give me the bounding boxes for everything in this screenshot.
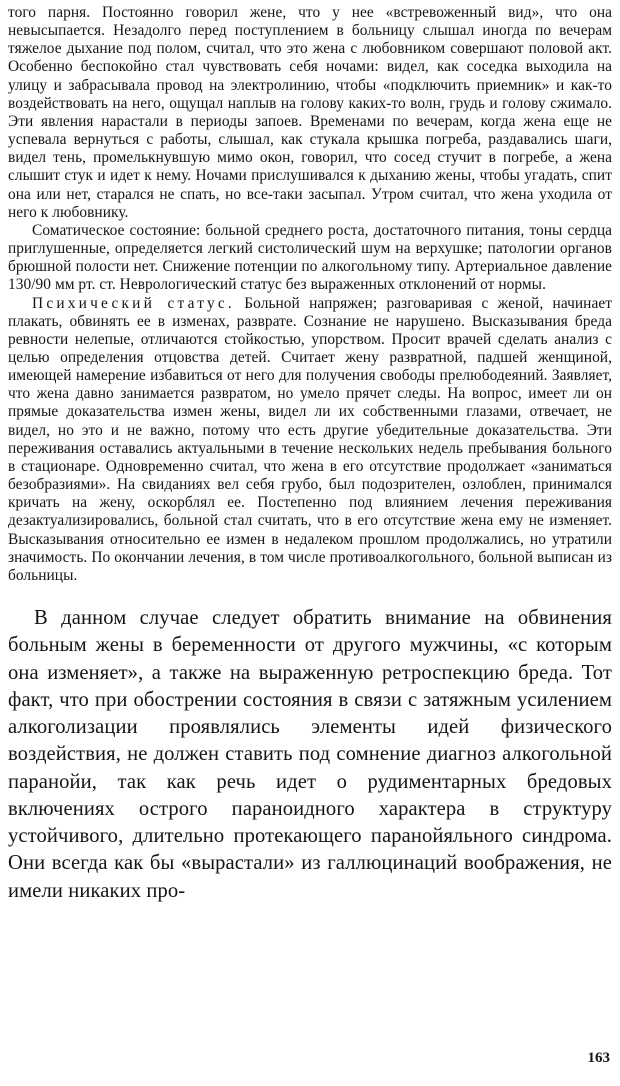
commentary-paragraph: В данном случае следует обратить внимание на обвинения больным жены в беременности от другого мужчины, «с которым она изменяет», а также на выраженную ретроспекцию бреда. Тот факт, что при обострении состояния в связи с затяжным усилением алкоголизации проявлялись элементы идей физического воздействия, не должен ставить под сомнение диагноз алкогольной паранойи, так как речь идет о рудиментарных бредовых включениях острого параноидного характера в структуру устойчивого, длительно протекающего паранойяльного синдрома. Они всегда как бы «вырастали» из галлюцинаций воображения, не имели никаких про- — [8, 607, 612, 902]
mental-status-paragraph — [8, 295, 612, 586]
mental-status-body: Больной напряжен; разговаривая с женой, начинает плакать, обвинять ее в изменах, разврате. Сознание не нарушено. Высказывания бреда ревности нелепые, отличаются стойкостью, упорством. Просит врачей сделать анализ с целью определения отцовства детей. Считает жену развратной, падшей женщиной, имеющей намерение избавиться от него для получения свободы прелюбодеяний. Заявляет, что жена давно занимается развратом, но умело прячет следы. На вопрос, имеет ли он прямые доказательства измен жены, видел ли их собственными глазами, отвечает, не видел, но это и не важно, потому что есть другие убедительные доказательства. Эти переживания оставались актуальными в течение нескольких недель пребывания больного в стационаре. Одновременно считал, что жена в его отсутствие продолжает «заниматься безобразиями». На свиданиях вел себя грубо, был подозрителен, озлоблен, принимался кричать на жену, оскорблял ее. Постепенно под влиянием лечения переживания дезактуализировались, больной стал считать, что в его отсутствие жена ему не изменяет. Высказывания относительно ее измен в недалеком прошлом продолжались, но утратили значимость. По окончании лечения, в том числе противоалкогольного, больной выписан из больницы. — [8, 294, 612, 584]
commentary-section — [8, 605, 612, 905]
case-history-section — [8, 4, 612, 585]
page-number: 163 — [587, 1050, 610, 1066]
mental-status-heading: Психический статус. — [32, 294, 235, 312]
case-paragraph-continuation: того парня. Постоянно говорил жене, что у нее «встревоженный вид», что она невысыпается. Незадолго перед поступлением в больницу слышал иногда по вечерам тяжелое дыхание под полом, считал, что это жена с любовником совершают половой акт. Особенно беспокойно стал чувствовать себя ночами: видел, как соседка выходила на улицу и забрасывала провод на электролинию, чтобы «подключить приемник» и как-то воздействовать на него, ощущал наплыв на голову каких-то волн, грудь и голову сжимало. Эти явления нарастали в периоды запоев. Временами по вечерам, когда жена еще не успевала вернуться с работы, слышал, как стукала крышка погреба, раздавались шаги, видел тень, промелькнувшую мимо окон, говорил, что сосед стучит в погребе, а жена слышит стук и идет к нему. Ночами прислушивался к дыханию жены, чтобы угадать, спит она или нет, старался не спать, но все-таки засыпал. Утром считал, что жена уходила от него к любовнику. — [8, 4, 612, 221]
somatic-status-paragraph: Соматическое состояние: больной среднего роста, достаточного питания, тоны сердца приглушенные, определяется легкий систолический шум на верхушке; патологии органов брюшной полости нет. Снижение потенции по алкогольному типу. Артериальное давление 130/90 мм рт. ст. Неврологический статус без выраженных отклонений от нормы. — [8, 221, 612, 294]
